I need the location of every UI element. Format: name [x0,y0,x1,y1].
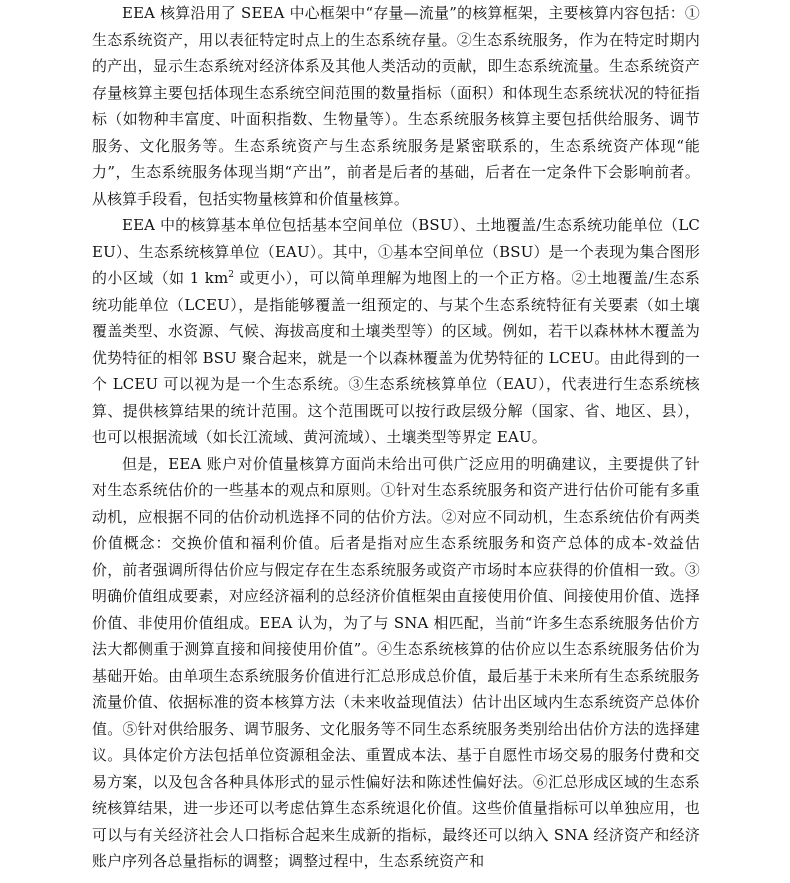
paragraph-text: 但是，EEA 账户对价值量核算方面尚未给出可供广泛应用的明确建议，主要提供了针对生态系统估价的一些基本的观点和原则。①针对生态系统服务和资产进行估价可能有多重动机，应根据不同的估价动机选择不同的估价方法。②对应不同动机，生态系统估价有两类价值概念：交换价值和福利价值。后者是指对应生态系统服务和资产总体的成本-效益估价，前者强调所得估价应与假定存在生态系统服务或资产市场时本应获得的价值相一致。③明确价值组成要素，对应经济福利的总经济价值框架由直接使用价值、间接使用价值、选择价值、非使用价值组成。EEA 认为，为了与 SNA 相匹配，当前“许多生态系统服务估价方法大都侧重于测算直接和间接使用价值”。④生态系统核算的估价应以生态系统服务估价为基础开始。由单项生态系统服务价值进行汇总形成总价值，最后基于未来所有生态系统服务流量价值、依据标准的资本核算方法（未来收益现值法）估计出区域内生态系统资产总体价值。⑤针对供给服务、调节服务、文化服务等不同生态系统服务类别给出估价方法的选择建议。具体定价方法包括单位资源租金法、重置成本法、基于自愿性市场交易的服务付费和交易方案，以及包含各种具体形式的显示性偏好法和陈述性偏好法。⑥汇总形成区域的生态系统核算结果，进一步还可以考虑估算生态系统退化价值。这些价值量指标可以单独应用，也可以与有关经济社会人口指标合起来生成新的指标，最终还可以纳入 SNA 经济资产和经济账户序列各总量指标的调整；调整过程中，生态系统资产和 [92,454,700,870]
superscript-exponent: 2 [228,270,235,281]
document-body [92,0,700,875]
paragraph-text-part-2: 或更小），可以简单理解为地图上的一个正方格。②土地覆盖/生态系统功能单位（LCEU），是指能够覆盖一组预定的、与某个生态系统特征有关要素（如土壤覆盖类型、水资源、气候、海拔高度和土壤类型等）的区域。例如，若干以森林林木覆盖为优势特征的相邻 BSU 聚合起来，就是一个以森林覆盖为优势特征的 LCEU。由此得到的一个 LCEU 可以视为是一个生态系统。③生态系统核算单位（EAU），代表进行生态系统核算、提供核算结果的统计范围。这个范围既可以按行政层级分解（国家、省、地区、县），也可以根据流域（如长江流域、黄河流域）、土壤类型等界定 EAU。 [92,269,700,446]
paragraph-text: EEA 核算沿用了 SEEA 中心框架中“存量—流量”的核算框架，主要核算内容包括：①生态系统资产，用以表征特定时点上的生态系统存量。②生态系统服务，作为在特定时期内的产出，显示生态系统对经济体系及其他人类活动的贡献，即生态系统流量。生态系统资产存量核算主要包括体现生态系统空间范围的数量指标（面积）和体现生态系统状况的特征指标（如物种丰富度、叶面积指数、生物量等）。生态系统服务核算主要包括供给服务、调节服务、文化服务等。生态系统资产与生态系统服务是紧密联系的，生态系统资产体现“能力”，生态系统服务体现当期“产出”，前者是后者的基础，后者在一定条件下会影响前者。从核算手段看，包括实物量核算和价值量核算。 [92,4,700,208]
paragraph-text-part-1: EEA 中的核算基本单位包括基本空间单位（BSU）、土地覆盖/生态系统功能单位（LCEU）、生态系统核算单位（EAU）。其中，①基本空间单位（BSU）是一个表现为集合图形的小区域（如 1 km [92,216,700,287]
paragraph-valuation [92,451,700,875]
paragraph-eea-framework [92,0,700,212]
paragraph-accounting-units [92,212,700,451]
